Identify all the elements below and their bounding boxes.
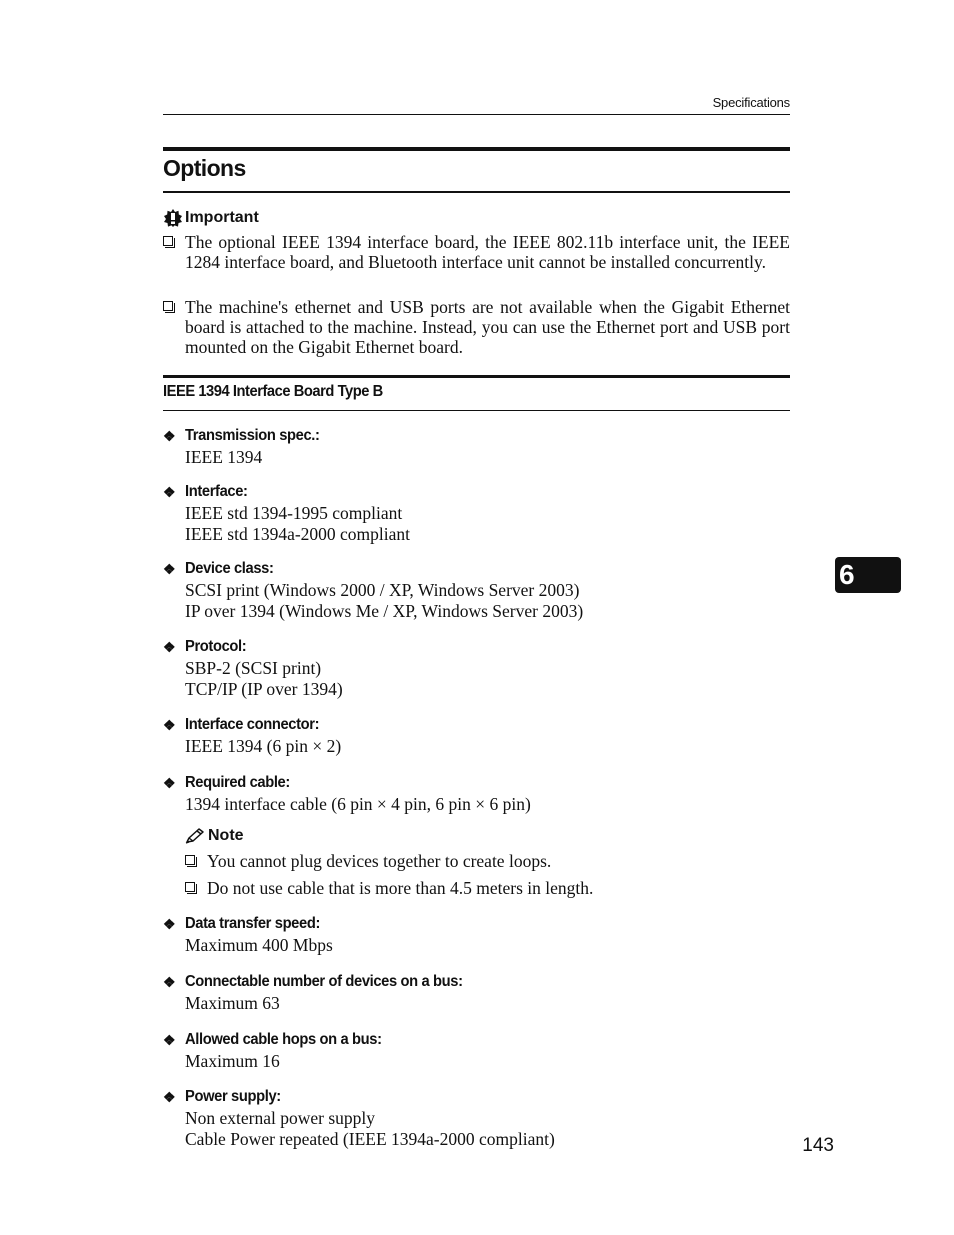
spec-label: Transmission spec.: bbox=[185, 427, 320, 444]
spec-label: Device class: bbox=[185, 560, 274, 577]
pencil-icon bbox=[185, 828, 205, 844]
page-number: 143 bbox=[802, 1135, 834, 1156]
note-item: You cannot plug devices together to create loops. bbox=[185, 851, 785, 871]
spec-data-transfer-speed bbox=[163, 913, 790, 956]
spec-cable-hops bbox=[163, 1029, 790, 1072]
spec-value: SBP-2 (SCSI print) bbox=[185, 658, 322, 678]
spec-value: SCSI print (Windows 2000 / XP, Windows Server 2003) bbox=[185, 580, 580, 600]
subsection-title: IEEE 1394 Interface Board Type B bbox=[163, 383, 383, 400]
diamond-bullet-icon: ❖ bbox=[163, 483, 176, 500]
spec-connectable-devices bbox=[163, 971, 790, 1014]
spec-device-class bbox=[163, 558, 790, 622]
spec-transmission bbox=[163, 425, 790, 468]
section-rule-top bbox=[163, 147, 790, 151]
spec-protocol bbox=[163, 636, 790, 700]
header-rule bbox=[163, 114, 790, 115]
spec-label: Allowed cable hops on a bus: bbox=[185, 1031, 382, 1048]
chapter-tab: 6 bbox=[835, 557, 901, 593]
spec-value: Maximum 63 bbox=[185, 993, 280, 1013]
spec-label: Data transfer speed: bbox=[185, 915, 320, 932]
checkbox-bullet-icon bbox=[185, 882, 195, 892]
important-item: The machine's ethernet and USB ports are not available when the Gigabit Ethernet board is attached to the machine. Instead, you can use the Ethernet port and USB port mounted on the Gigabit Ethernet board. bbox=[163, 297, 790, 357]
checkbox-bullet-icon bbox=[163, 236, 173, 246]
spec-interface bbox=[163, 481, 790, 545]
spec-value: IEEE 1394 (6 pin × 2) bbox=[185, 736, 342, 756]
note-label: Note bbox=[208, 827, 244, 844]
checkbox-bullet-icon bbox=[185, 855, 195, 865]
running-header: Specifications bbox=[712, 95, 790, 110]
diamond-bullet-icon: ❖ bbox=[163, 1031, 176, 1048]
diamond-bullet-icon: ❖ bbox=[163, 1088, 176, 1105]
section-title: Options bbox=[163, 155, 246, 181]
diamond-bullet-icon: ❖ bbox=[163, 774, 176, 791]
section-rule-bottom bbox=[163, 191, 790, 193]
spec-value: Maximum 400 Mbps bbox=[185, 935, 333, 955]
subsection-rule-top bbox=[163, 375, 790, 378]
spec-label: Required cable: bbox=[185, 774, 290, 791]
spec-power-supply bbox=[163, 1086, 790, 1150]
spec-value: IEEE std 1394-1995 compliant bbox=[185, 503, 403, 523]
diamond-bullet-icon: ❖ bbox=[163, 716, 176, 733]
spec-label: Protocol: bbox=[185, 638, 247, 655]
spec-value: Maximum 16 bbox=[185, 1051, 280, 1071]
diamond-bullet-icon: ❖ bbox=[163, 915, 176, 932]
spec-value: TCP/IP (IP over 1394) bbox=[185, 679, 343, 699]
spec-value: Cable Power repeated (IEEE 1394a-2000 compliant) bbox=[185, 1129, 555, 1149]
spec-label: Interface connector: bbox=[185, 716, 320, 733]
spec-value: Non external power supply bbox=[185, 1108, 376, 1128]
spec-label: Power supply: bbox=[185, 1088, 281, 1105]
spec-interface-connector bbox=[163, 714, 790, 757]
checkbox-bullet-icon bbox=[163, 301, 173, 311]
important-label: Important bbox=[185, 209, 259, 226]
diamond-bullet-icon: ❖ bbox=[163, 427, 176, 444]
diamond-bullet-icon: ❖ bbox=[163, 638, 176, 655]
spec-value: 1394 interface cable (6 pin × 4 pin, 6 pin × 6 pin) bbox=[185, 794, 531, 814]
diamond-bullet-icon: ❖ bbox=[163, 973, 176, 990]
important-icon bbox=[163, 208, 183, 228]
spec-required-cable bbox=[163, 772, 790, 815]
important-item: The optional IEEE 1394 interface board, the IEEE 802.11b interface unit, the IEEE 1284 interface board, and Bluetooth interface unit cannot be installed concurrently. bbox=[163, 232, 790, 272]
diamond-bullet-icon: ❖ bbox=[163, 560, 176, 577]
note-heading bbox=[185, 827, 244, 845]
spec-label: Interface: bbox=[185, 483, 248, 500]
subsection-rule-bottom bbox=[163, 410, 790, 411]
spec-value: IEEE 1394 bbox=[185, 447, 263, 467]
spec-value: IP over 1394 (Windows Me / XP, Windows Server 2003) bbox=[185, 601, 584, 621]
important-heading bbox=[163, 208, 259, 228]
spec-label: Connectable number of devices on a bus: bbox=[185, 973, 463, 990]
spec-value: IEEE std 1394a-2000 compliant bbox=[185, 524, 411, 544]
note-item: Do not use cable that is more than 4.5 meters in length. bbox=[185, 878, 785, 898]
